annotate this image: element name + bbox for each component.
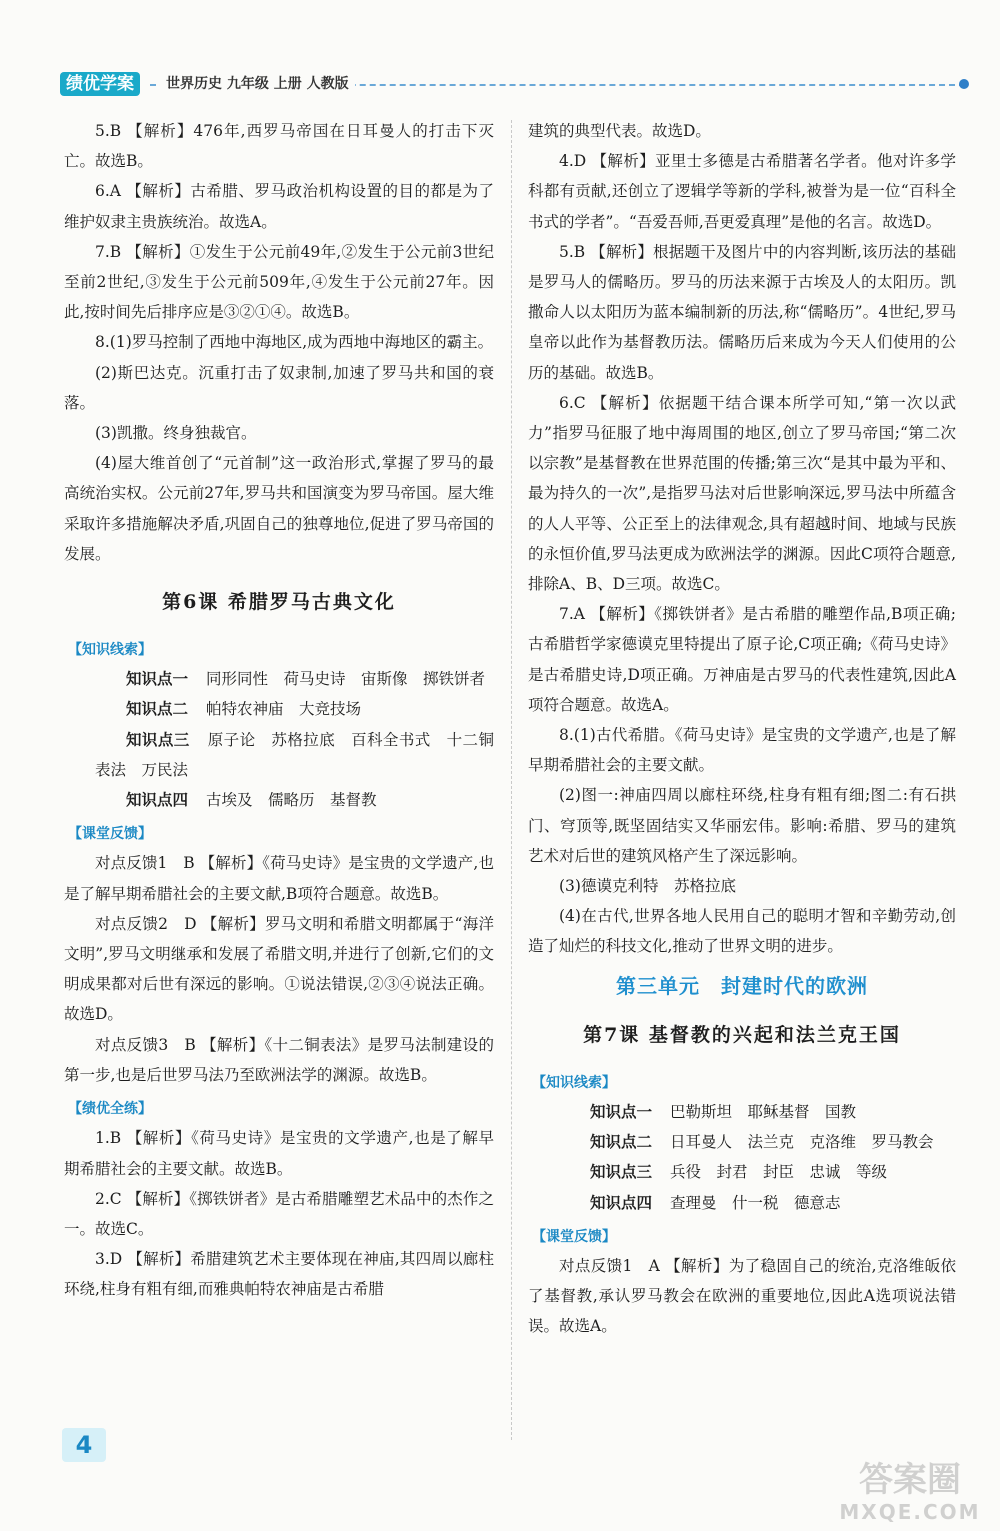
lesson-6-title: 第6课 希腊罗马古典文化 (162, 591, 396, 614)
knowledge-point-label: 知识点一 (590, 1101, 653, 1121)
knowledge-point-label: 知识点二 (126, 699, 189, 719)
knowledge-point (528, 1188, 956, 1218)
watermark-url: MXQE.COM (839, 1500, 981, 1524)
section-tag-feedback: 【课堂反馈】 (532, 1228, 616, 1245)
watermark-text: 答案圈 (859, 1460, 961, 1500)
section-tag-practice: 【绩优全练】 (68, 1101, 152, 1118)
page-header (60, 72, 965, 98)
knowledge-point (528, 1097, 956, 1127)
answer-item: (4)屋大维首创了“元首制”这一政治形式,掌握了罗马的最高统治实权。公元前27年,罗马共和国演变为罗马帝国。屋大维采取许多措施解决矛盾,巩固自己的独尊地位,促进了罗马帝国的发展。 (64, 454, 494, 563)
practice-item: 1.B 【解析】《荷马史诗》是宝贵的文学遗产,也是了解早期希腊社会的主要文献。故选B。 (64, 1129, 494, 1178)
section-tag-knowledge: 【知识线索】 (68, 642, 152, 659)
knowledge-point-terms: 查理曼 什一税 德意志 (670, 1193, 841, 1212)
section-tag-knowledge: 【知识线索】 (532, 1074, 616, 1091)
lesson-7-title: 第7课 基督教的兴起和法兰克王国 (583, 1023, 901, 1046)
knowledge-point-terms: 日耳曼人 法兰克 克洛维 罗马教会 (670, 1133, 934, 1152)
knowledge-point-label: 知识点四 (126, 790, 189, 810)
book-subtitle: 世界历史 九年级 上册 人教版 (160, 73, 355, 95)
answer-item: 6.A 【解析】古希腊、罗马政治机构设置的目的都是为了维护奴隶主贵族统治。故选A。 (64, 182, 494, 231)
answer-item: 8.(1)古代希腊。《荷马史诗》是宝贵的文学遗产,也是了解早期希腊社会的主要文献。 (528, 726, 956, 775)
knowledge-point-label: 知识点三 (590, 1162, 653, 1182)
unit-3-title: 第三单元 封建时代的欧洲 (616, 973, 868, 998)
knowledge-point (64, 725, 494, 785)
knowledge-point (528, 1157, 956, 1187)
answer-item: (2)斯巴达克。沉重打击了奴隶制,加速了罗马共和国的衰落。 (64, 363, 494, 412)
knowledge-point-label: 知识点一 (126, 669, 189, 689)
answer-item: (3)凯撒。终身独裁官。 (95, 424, 257, 443)
section-tag-feedback: 【课堂反馈】 (68, 826, 152, 843)
page-number: 4 (62, 1428, 106, 1462)
left-column (64, 116, 494, 1305)
knowledge-point-label: 知识点四 (590, 1192, 653, 1212)
knowledge-point-label: 知识点二 (590, 1132, 653, 1152)
answer-item: 4.D 【解析】亚里士多德是古希腊著名学者。他对许多学科都有贡献,还创立了逻辑学等新的学科,被誉为是一位“百科全书式的学者”。“吾爱吾师,吾更爱真理”是他的名言。故选D。 (528, 152, 956, 231)
knowledge-point (528, 1127, 956, 1157)
feedback-item: 对点反馈2 D 【解析】罗马文明和希腊文明都属于“海洋文明”,罗马文明继承和发展了希腊文明,并进行了创新,它们的文明成果都对后世有深远的影响。①说法错误,②③④说法正确。故选D。 (64, 914, 494, 1024)
knowledge-point (64, 785, 494, 815)
knowledge-point (64, 664, 494, 694)
knowledge-point-label: 知识点三 (126, 729, 190, 749)
practice-item: 2.C 【解析】《掷铁饼者》是古希腊雕塑艺术品中的杰作之一。故选C。 (64, 1189, 494, 1238)
watermark-logo (826, 1460, 994, 1528)
answer-item: 7.A 【解析】《掷铁饼者》是古希腊的雕塑作品,B项正确;古希腊哲学家德谟克里特提出了原子论,C项正确;《荷马史诗》是古希腊史诗,D项正确。万神庙是古罗马的代表性建筑,因此A项符合题意。故选A。 (528, 605, 956, 714)
header-dot-icon (959, 79, 969, 89)
brand-label: 绩优学案 (60, 72, 140, 96)
answer-item: (3)德谟克利特 苏格拉底 (559, 877, 736, 896)
answer-item: (2)图一:神庙四周以廊柱环绕,柱身有粗有细;图二:有石拱门、穹顶等,既坚固结实又华丽宏伟。影响:希腊、罗马的建筑艺术对后世的建筑风格产生了深远影响。 (528, 786, 956, 865)
knowledge-point-terms: 原子论 苏格拉底 百科全书式 十二铜表法 万民法 (95, 730, 494, 779)
knowledge-point (64, 694, 494, 724)
answer-item: 8.(1)罗马控制了西地中海地区,成为西地中海地区的霸主。 (95, 333, 494, 352)
feedback-item: 对点反馈1 A 【解析】为了稳固自己的统治,克洛维皈依了基督教,承认罗马教会在欧洲的重要地位,因此A选项说法错误。故选A。 (528, 1256, 956, 1336)
knowledge-point-terms: 巴勒斯坦 耶稣基督 国教 (670, 1102, 857, 1121)
answer-continuation: 建筑的典型代表。故选D。 (528, 122, 711, 140)
knowledge-point-terms: 帕特农神庙 大竞技场 (206, 700, 362, 719)
answer-item: 7.B 【解析】①发生于公元前49年,②发生于公元前3世纪至前2世纪,③发生于公元前509年,④发生于公元前27年。因此,按时间先后排序应是③②①④。故选B。 (64, 242, 494, 322)
knowledge-point-terms: 兵役 封君 封臣 忠诚 等级 (670, 1163, 888, 1182)
answer-item: 5.B 【解析】476年,西罗马帝国在日耳曼人的打击下灭亡。故选B。 (64, 122, 494, 171)
practice-item: 3.D 【解析】希腊建筑艺术主要体现在神庙,其四周以廊柱环绕,柱身有粗有细,而雅典帕特农神庙是古希腊 (64, 1250, 494, 1299)
right-column (528, 116, 956, 1342)
answer-item: 6.C 【解析】依据题干结合课本所学可知,“第一次以武力”指罗马征服了地中海周围的地区,创立了罗马帝国;“第二次以宗教”是基督教在世界范围的传播;第三次“是其中最为平和、最为持久的一次”,是指罗马法对后世影响深远,罗马法中所蕴含的人人平等、公正至上的法律观念,具有超越时间、地域与民族的永恒价值,罗马法更成为欧洲法学的渊源。因此C项符合题意,排除A、B、D三项。故选C。 (528, 393, 956, 594)
answer-item: (4)在古代,世界各地人民用自己的聪明才智和辛勤劳动,创造了灿烂的科技文化,推动了世界文明的进步。 (528, 907, 956, 956)
answer-item: 5.B 【解析】根据题干及图片中的内容判断,该历法的基础是罗马人的儒略历。罗马的历法来源于古埃及人的太阳历。凯撒命人以太阳历为蓝本编制新的历法,称“儒略历”。4世纪,罗马皇帝以此作为基督教历法。儒略历后来成为今天人们使用的公历的基础。故选B。 (528, 242, 956, 382)
knowledge-point-terms: 同形同性 荷马史诗 宙斯像 掷铁饼者 (206, 670, 486, 689)
knowledge-point-terms: 古埃及 儒略历 基督教 (206, 791, 377, 810)
column-divider (511, 120, 512, 1440)
feedback-item: 对点反馈3 B 【解析】《十二铜表法》是罗马法制建设的第一步,也是后世罗马法乃至欧洲法学的渊源。故选B。 (64, 1035, 494, 1084)
feedback-item: 对点反馈1 B 【解析】《荷马史诗》是宝贵的文学遗产,也是了解早期希腊社会的主要文献,B项符合题意。故选B。 (64, 854, 494, 903)
